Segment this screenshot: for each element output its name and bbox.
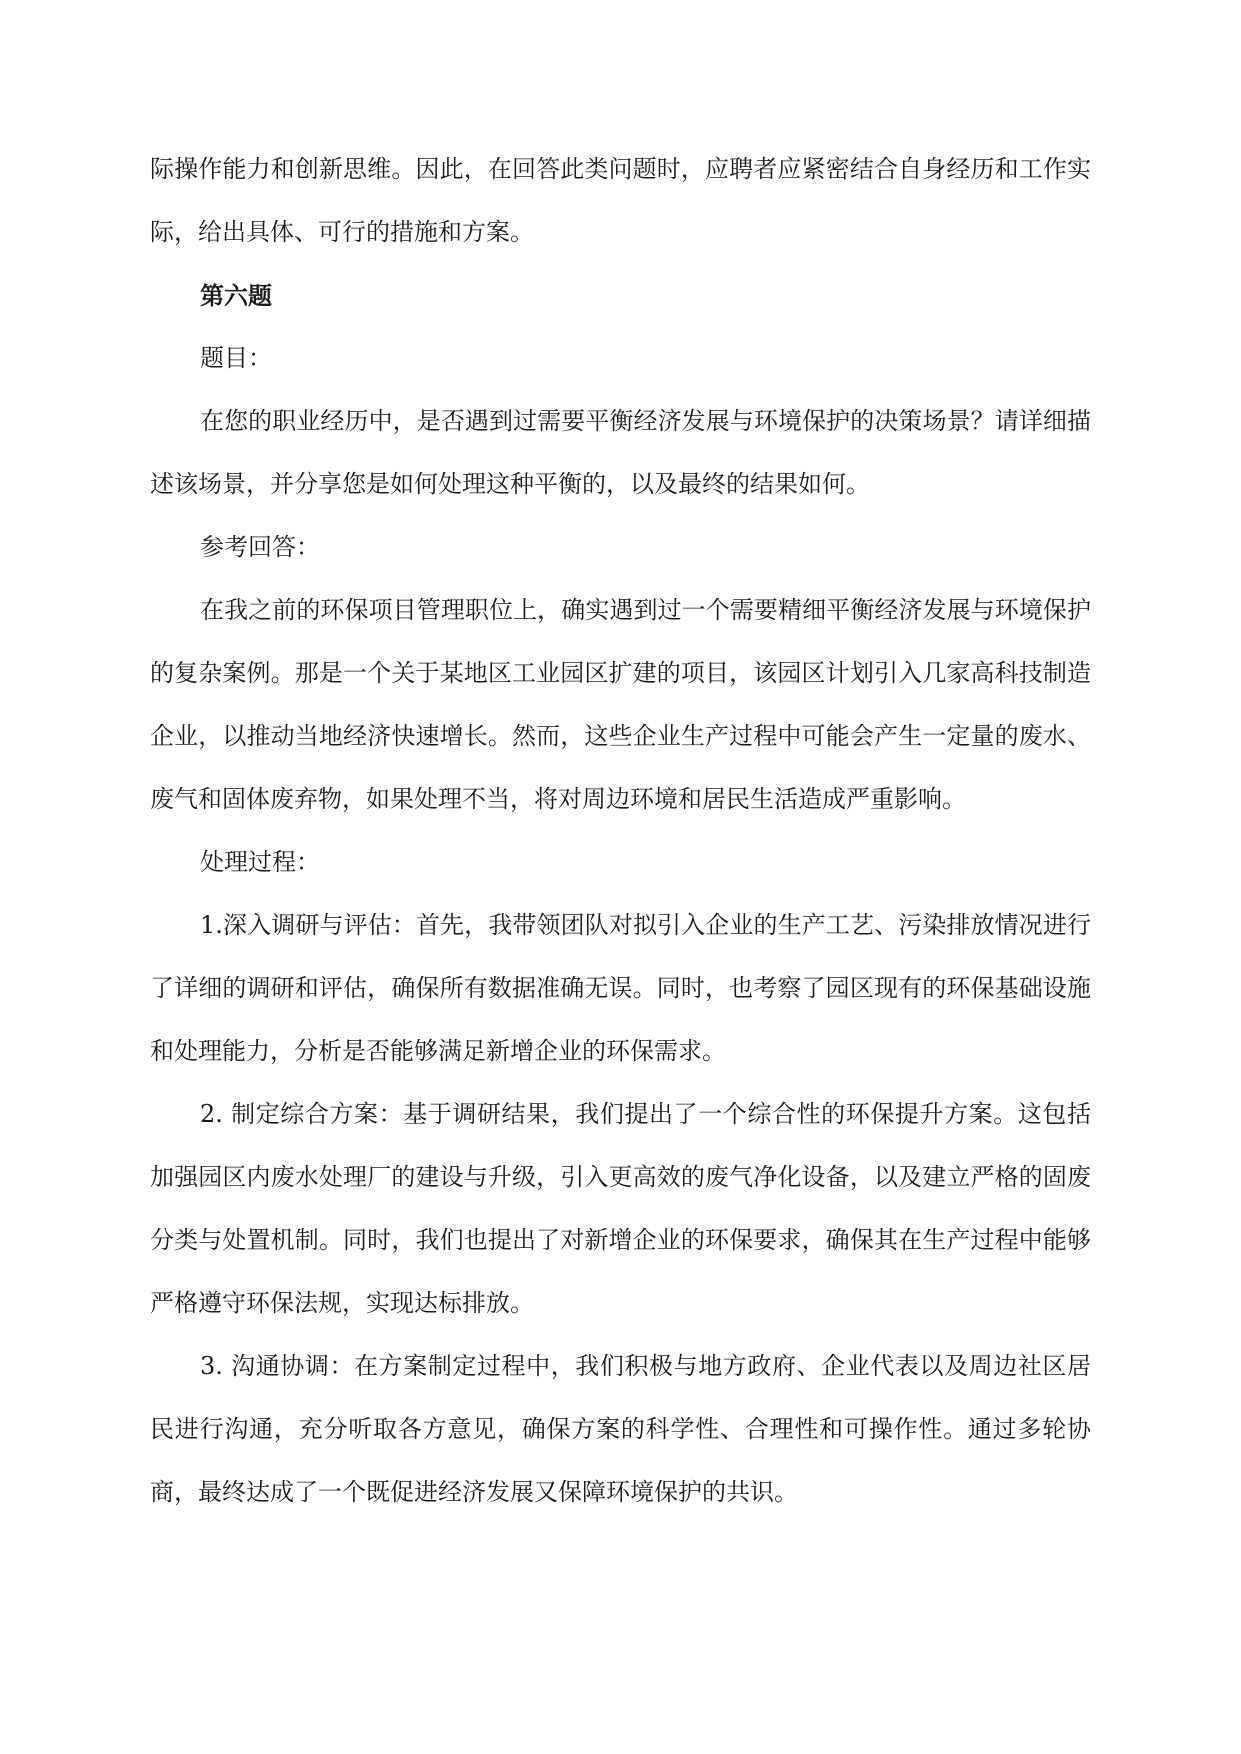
process-step-1: 1.深入调研与评估：首先，我带领团队对拟引入企业的生产工艺、污染排放情况进行了详细的调研和评估，确保所有数据准确无误。同时，也考察了园区现有的环保基础设施和处理能力，分析是否能够满足新增企业的环保需求。 xyxy=(150,911,1091,1065)
answer-label: 参考回答： xyxy=(200,533,320,561)
question-text: 在您的职业经历中，是否遇到过需要平衡经济发展与环境保护的决策场景？请详细描述该场景，并分享您是如何处理这种平衡的，以及最终的结果如何。 xyxy=(150,407,1091,498)
process-label: 处理过程： xyxy=(200,848,320,876)
paragraph-continuation: 际操作能力和创新思维。因此，在回答此类问题时，应聘者应紧密结合自身经历和工作实际，给出具体、可行的措施和方案。 xyxy=(150,155,1091,246)
document-page xyxy=(150,138,1091,1524)
process-step-3: 3. 沟通协调：在方案制定过程中，我们积极与地方政府、企业代表以及周边社区居民进行沟通，充分听取各方意见，确保方案的科学性、合理性和可操作性。通过多轮协商，最终达成了一个既促进经济发展又保障环境保护的共识。 xyxy=(150,1352,1091,1506)
question-label: 题目： xyxy=(200,344,272,372)
process-step-2: 2. 制定综合方案：基于调研结果，我们提出了一个综合性的环保提升方案。这包括加强园区内废水处理厂的建设与升级，引入更高效的废气净化设备，以及建立严格的固废分类与处置机制。同时，我们也提出了对新增企业的环保要求，确保其在生产过程中能够严格遵守环保法规，实现达标排放。 xyxy=(150,1100,1091,1317)
question-heading: 第六题 xyxy=(200,281,272,310)
answer-intro: 在我之前的环保项目管理职位上，确实遇到过一个需要精细平衡经济发展与环境保护的复杂案例。那是一个关于某地区工业园区扩建的项目，该园区计划引入几家高科技制造企业，以推动当地经济快速增长。然而，这些企业生产过程中可能会产生一定量的废水、废气和固体废弃物，如果处理不当，将对周边环境和居民生活造成严重影响。 xyxy=(150,596,1091,813)
